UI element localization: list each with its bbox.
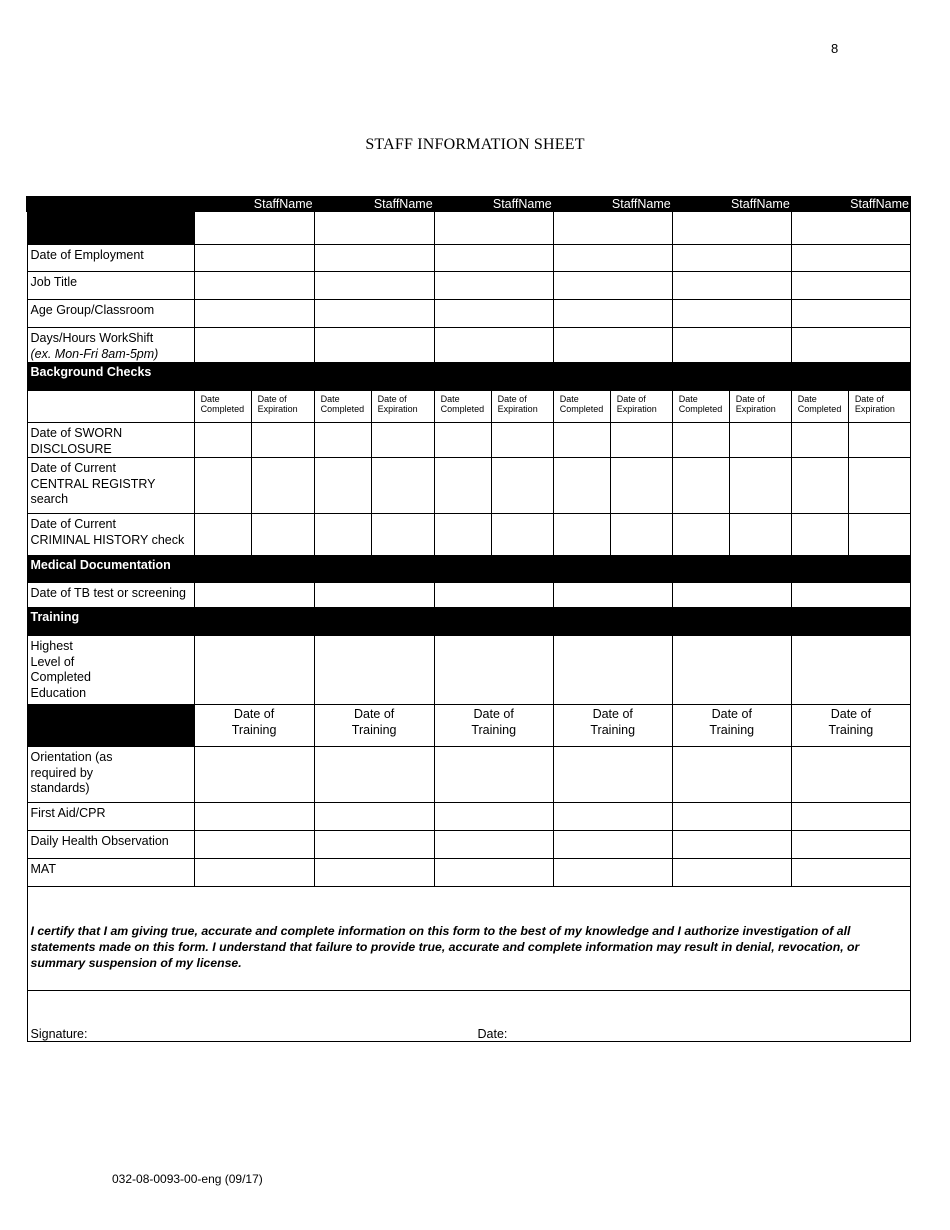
days-hours-label — [27, 328, 194, 363]
age-group-field[interactable] — [672, 300, 791, 328]
mat-label: MAT — [27, 859, 194, 887]
age-group-field[interactable] — [194, 300, 314, 328]
page-number: 8 — [831, 41, 839, 56]
date-of-employment-field[interactable] — [194, 245, 314, 272]
mat-field[interactable] — [553, 859, 672, 887]
date-field[interactable] — [729, 458, 791, 514]
date-expiration-header: Date of Expiration — [610, 391, 672, 423]
date-completed-header: Date Completed — [434, 391, 491, 423]
age-group-field[interactable] — [434, 300, 553, 328]
job-title-field[interactable] — [791, 272, 910, 300]
date-field[interactable] — [848, 458, 910, 514]
staff-name-header-2: StaffName — [314, 197, 434, 212]
education-field[interactable] — [434, 636, 553, 705]
job-title-field[interactable] — [553, 272, 672, 300]
date-field[interactable] — [194, 423, 251, 458]
date-field[interactable] — [672, 458, 729, 514]
date-field[interactable] — [729, 423, 791, 458]
signature-label: Signature: — [30, 1027, 88, 1041]
days-hours-field[interactable] — [791, 328, 910, 363]
staff-name-header-4: StaffName — [553, 197, 672, 212]
days-hours-label-line1: Days/Hours WorkShift — [30, 331, 154, 345]
date-completed-header: Date Completed — [553, 391, 610, 423]
days-hours-field[interactable] — [434, 328, 553, 363]
orientation-field[interactable] — [791, 747, 910, 803]
days-hours-field[interactable] — [314, 328, 434, 363]
date-of-employment-field[interactable] — [314, 245, 434, 272]
tb-test-row — [27, 583, 911, 608]
mat-field[interactable] — [194, 859, 314, 887]
medical-section — [27, 556, 911, 583]
tb-test-field[interactable] — [791, 583, 910, 608]
background-subheader-row — [27, 391, 911, 423]
days-hours-row — [27, 328, 911, 363]
tb-test-field[interactable] — [672, 583, 791, 608]
date-field[interactable] — [610, 423, 672, 458]
orientation-row — [27, 747, 911, 803]
job-title-row — [27, 272, 911, 300]
date-completed-header: Date Completed — [194, 391, 251, 423]
staff-name-field[interactable] — [434, 212, 553, 245]
staff-name-header-5: StaffName — [672, 197, 791, 212]
date-expiration-header: Date of Expiration — [251, 391, 314, 423]
job-title-field[interactable] — [194, 272, 314, 300]
date-field[interactable] — [371, 514, 434, 556]
first-aid-row — [27, 803, 911, 831]
criminal-history-label: Date of Current CRIMINAL HISTORY check — [27, 514, 194, 556]
staff-name-header-3: StaffName — [434, 197, 553, 212]
mat-field[interactable] — [314, 859, 434, 887]
date-label: Date: — [477, 1027, 508, 1041]
date-field[interactable] — [314, 423, 371, 458]
education-field[interactable] — [194, 636, 314, 705]
sworn-disclosure-label: Date of SWORN DISCLOSURE — [27, 423, 194, 458]
staff-name-header-row — [27, 197, 911, 212]
job-title-field[interactable] — [434, 272, 553, 300]
tb-test-field[interactable] — [194, 583, 314, 608]
signature-row — [27, 991, 911, 1042]
days-hours-field[interactable] — [553, 328, 672, 363]
date-expiration-header: Date of Expiration — [371, 391, 434, 423]
mat-field[interactable] — [791, 859, 910, 887]
central-registry-label: Date of Current CENTRAL REGISTRY search — [27, 458, 194, 514]
date-field[interactable] — [491, 458, 553, 514]
medical-heading: Medical Documentation — [27, 556, 911, 583]
first-aid-field[interactable] — [791, 803, 910, 831]
date-expiration-header: Date of Expiration — [491, 391, 553, 423]
date-of-employment-field[interactable] — [434, 245, 553, 272]
date-field[interactable] — [251, 423, 314, 458]
age-group-label: Age Group/Classroom — [27, 300, 194, 328]
staff-name-header-1: StaffName — [194, 197, 314, 212]
date-field[interactable] — [848, 514, 910, 556]
training-heading: Training — [27, 608, 911, 636]
daily-health-field[interactable] — [553, 831, 672, 859]
days-hours-field[interactable] — [194, 328, 314, 363]
date-of-training-header: Date of Training — [791, 705, 910, 747]
days-hours-field[interactable] — [672, 328, 791, 363]
date-field[interactable] — [194, 514, 251, 556]
date-field[interactable] — [434, 458, 491, 514]
date-of-employment-field[interactable] — [553, 245, 672, 272]
education-field[interactable] — [314, 636, 434, 705]
education-row — [27, 636, 911, 705]
first-aid-field[interactable] — [194, 803, 314, 831]
orientation-field[interactable] — [314, 747, 434, 803]
date-field[interactable] — [491, 423, 553, 458]
date-field[interactable] — [553, 458, 610, 514]
first-aid-field[interactable] — [672, 803, 791, 831]
staff-name-header-6: StaffName — [791, 197, 910, 212]
date-of-employment-field[interactable] — [672, 245, 791, 272]
age-group-row — [27, 300, 911, 328]
criminal-history-row — [27, 514, 911, 556]
date-field[interactable] — [791, 514, 848, 556]
education-field[interactable] — [672, 636, 791, 705]
tb-test-field[interactable] — [553, 583, 672, 608]
tb-test-label: Date of TB test or screening — [27, 583, 194, 608]
daily-health-field[interactable] — [314, 831, 434, 859]
staff-name-field[interactable] — [791, 212, 910, 245]
date-field[interactable] — [314, 458, 371, 514]
date-field[interactable] — [491, 514, 553, 556]
date-of-training-header: Date of Training — [314, 705, 434, 747]
orientation-label: Orientation (as required by standards) — [27, 747, 194, 803]
date-of-training-header: Date of Training — [434, 705, 553, 747]
date-of-training-header: Date of Training — [553, 705, 672, 747]
date-of-employment-row — [27, 245, 911, 272]
staff-name-field[interactable] — [314, 212, 434, 245]
daily-health-label: Daily Health Observation — [27, 831, 194, 859]
sworn-disclosure-row — [27, 423, 911, 458]
certification-row — [27, 887, 911, 991]
mat-field[interactable] — [672, 859, 791, 887]
daily-health-field[interactable] — [791, 831, 910, 859]
date-completed-header: Date Completed — [314, 391, 371, 423]
orientation-field[interactable] — [553, 747, 672, 803]
date-field[interactable] — [314, 514, 371, 556]
background-checks-heading: Background Checks — [27, 363, 911, 391]
days-hours-example: (ex. Mon-Fri 8am-5pm) — [30, 346, 159, 361]
date-of-employment-field[interactable] — [791, 245, 910, 272]
date-expiration-header: Date of Expiration — [729, 391, 791, 423]
staff-name-field[interactable] — [553, 212, 672, 245]
date-field[interactable] — [553, 423, 610, 458]
date-field[interactable] — [251, 514, 314, 556]
date-field[interactable] — [729, 514, 791, 556]
date-field[interactable] — [848, 423, 910, 458]
staff-name-entry-row — [27, 212, 911, 245]
education-field[interactable] — [791, 636, 910, 705]
age-group-field[interactable] — [791, 300, 910, 328]
date-field[interactable] — [791, 458, 848, 514]
orientation-field[interactable] — [194, 747, 314, 803]
date-completed-header: Date Completed — [672, 391, 729, 423]
daily-health-row — [27, 831, 911, 859]
first-aid-field[interactable] — [553, 803, 672, 831]
date-of-training-header: Date of Training — [194, 705, 314, 747]
central-registry-row — [27, 458, 911, 514]
date-of-training-header: Date of Training — [672, 705, 791, 747]
mat-row — [27, 859, 911, 887]
age-group-field[interactable] — [553, 300, 672, 328]
date-field[interactable] — [434, 423, 491, 458]
first-aid-field[interactable] — [434, 803, 553, 831]
job-title-label: Job Title — [27, 272, 194, 300]
page-title: STAFF INFORMATION SHEET — [365, 136, 585, 153]
orientation-field[interactable] — [434, 747, 553, 803]
daily-health-field[interactable] — [434, 831, 553, 859]
date-of-employment-label: Date of Employment — [27, 245, 194, 272]
mat-field[interactable] — [434, 859, 553, 887]
date-field[interactable] — [371, 458, 434, 514]
tb-test-field[interactable] — [434, 583, 553, 608]
orientation-field[interactable] — [672, 747, 791, 803]
daily-health-field[interactable] — [672, 831, 791, 859]
date-field[interactable] — [434, 514, 491, 556]
education-field[interactable] — [553, 636, 672, 705]
date-field[interactable] — [194, 458, 251, 514]
date-field[interactable] — [553, 514, 610, 556]
job-title-field[interactable] — [672, 272, 791, 300]
first-aid-label: First Aid/CPR — [27, 803, 194, 831]
staff-name-field[interactable] — [194, 212, 314, 245]
daily-health-field[interactable] — [194, 831, 314, 859]
tb-test-field[interactable] — [314, 583, 434, 608]
certification-statement: I certify that I am giving true, accurate and complete information on this form to the best of my knowledge and I authorize investigation of all statements made on this form. I understand that failure to provide true, accurate and complete information may result in denial, revocation, or summary suspension of my license. — [27, 887, 911, 991]
form-number: 032-08-0093-00-eng (09/17) — [112, 1172, 263, 1186]
date-of-training-header-row — [27, 705, 911, 747]
date-field[interactable] — [251, 458, 314, 514]
staff-name-field[interactable] — [672, 212, 791, 245]
training-section — [27, 608, 911, 636]
date-field[interactable] — [672, 423, 729, 458]
staff-information-table — [26, 196, 911, 1042]
age-group-field[interactable] — [314, 300, 434, 328]
background-checks-section — [27, 363, 911, 391]
date-field[interactable] — [791, 423, 848, 458]
date-field[interactable] — [371, 423, 434, 458]
date-field[interactable] — [672, 514, 729, 556]
date-field[interactable] — [610, 458, 672, 514]
education-label: Highest Level of Completed Education — [27, 636, 194, 705]
job-title-field[interactable] — [314, 272, 434, 300]
date-field[interactable] — [610, 514, 672, 556]
first-aid-field[interactable] — [314, 803, 434, 831]
date-expiration-header: Date of Expiration — [848, 391, 910, 423]
date-completed-header: Date Completed — [791, 391, 848, 423]
